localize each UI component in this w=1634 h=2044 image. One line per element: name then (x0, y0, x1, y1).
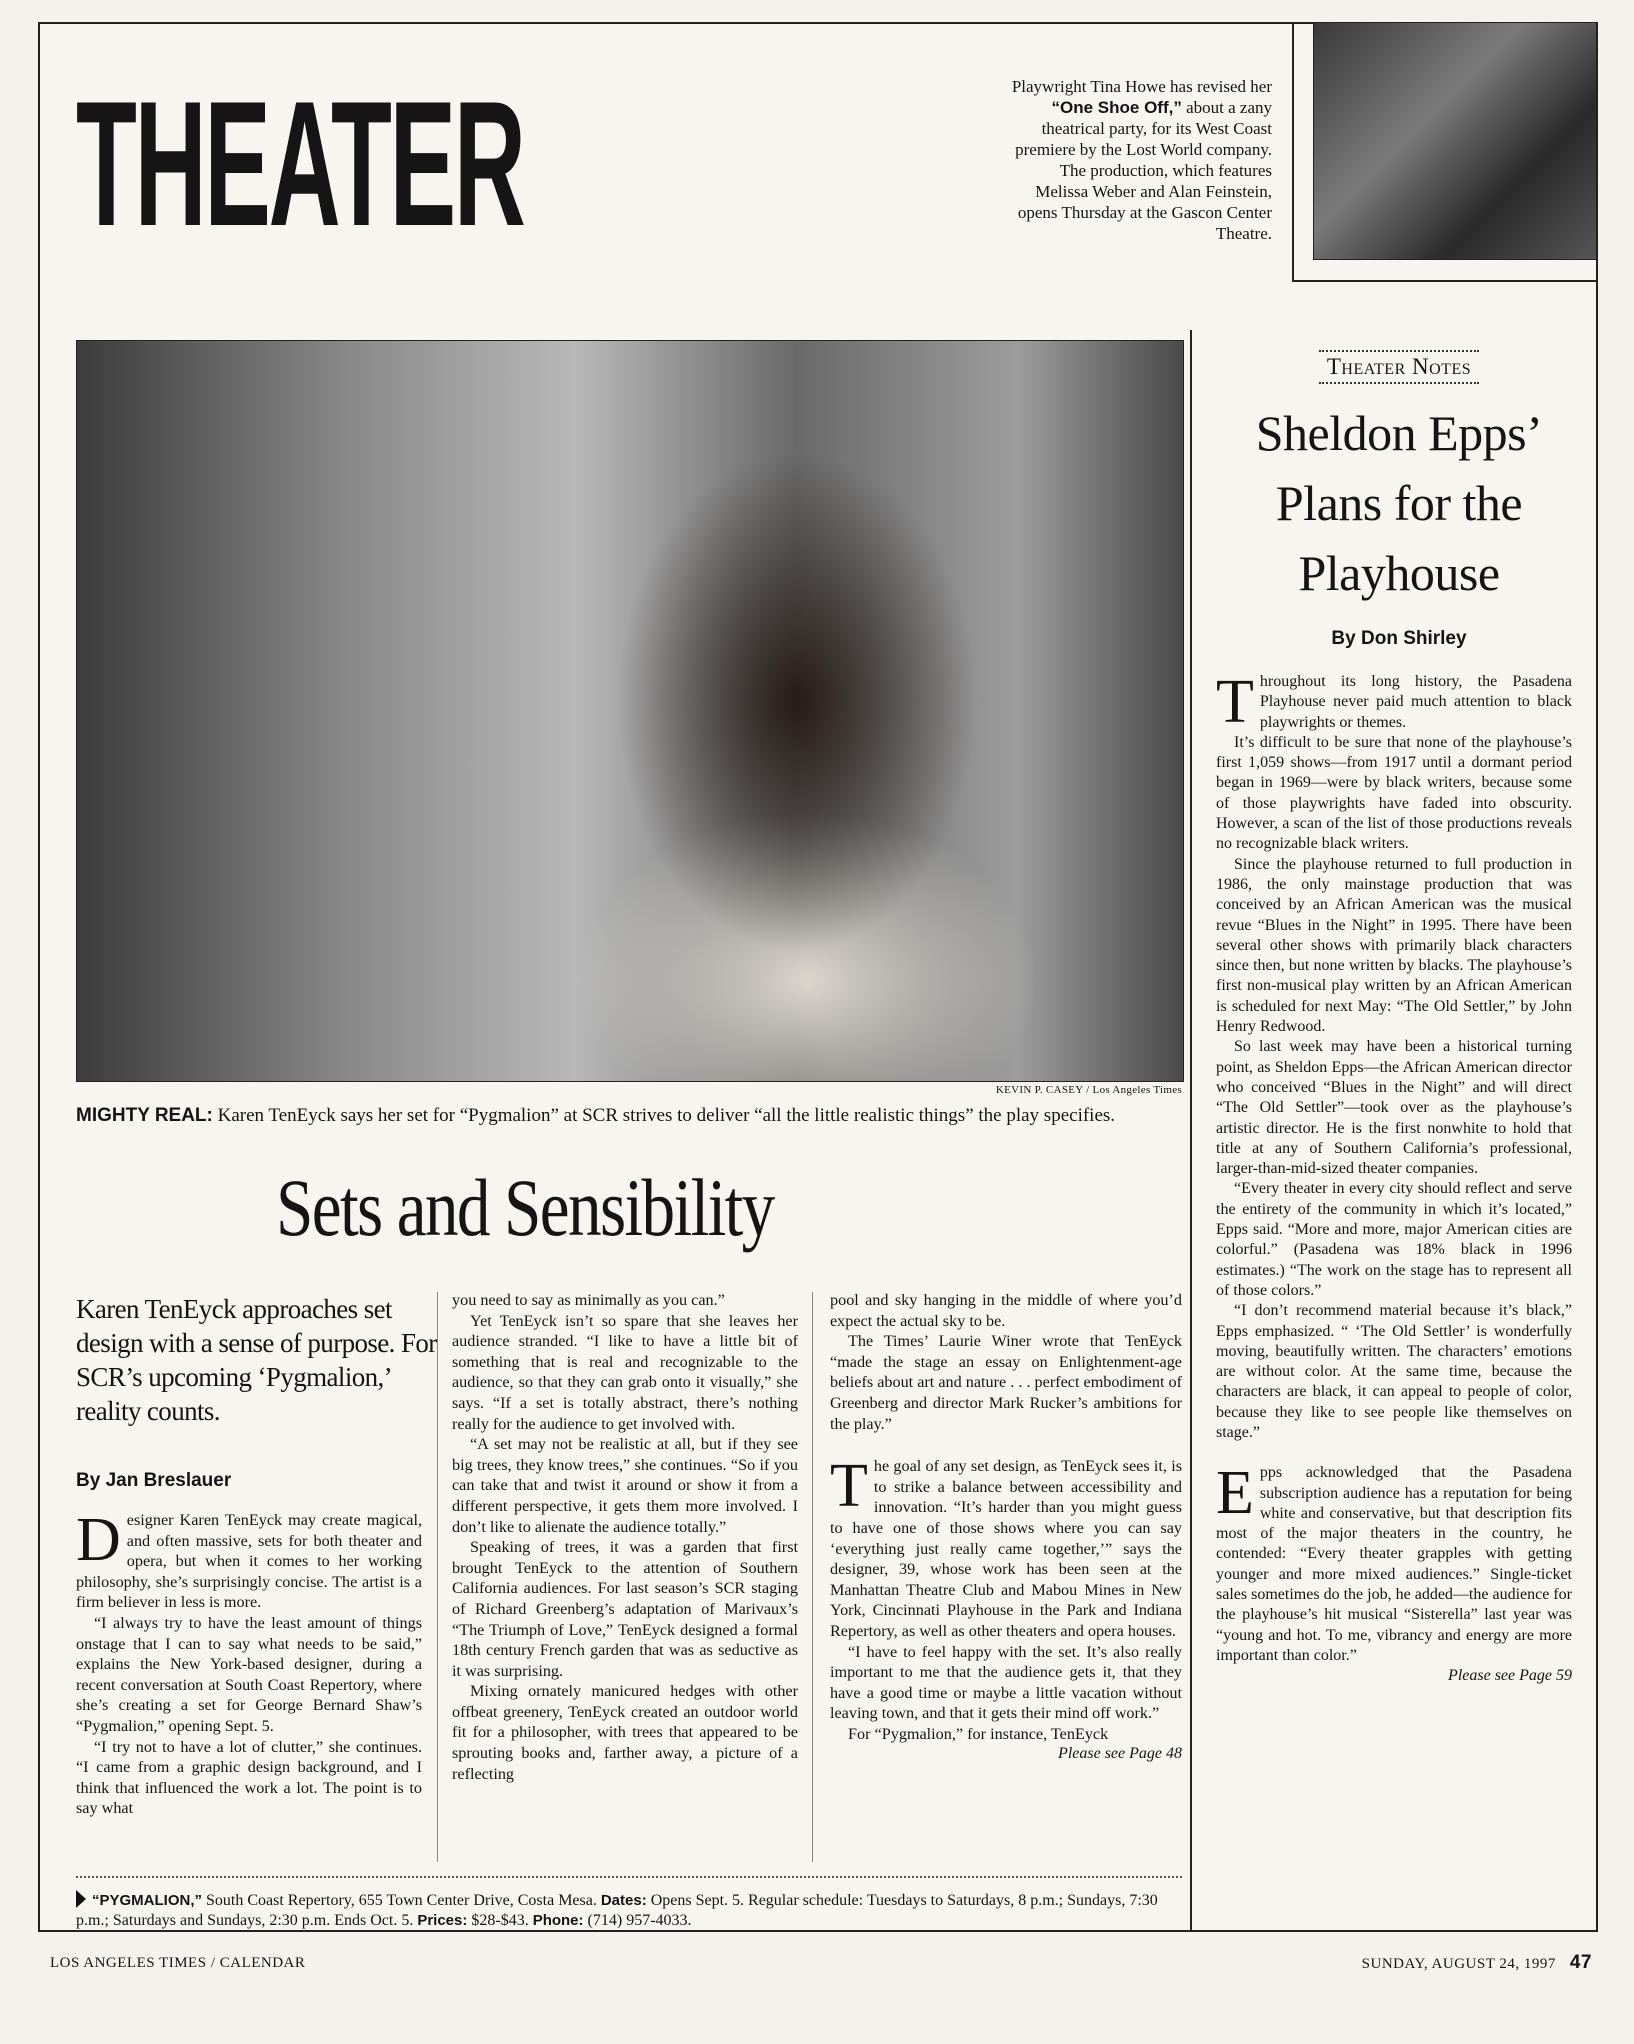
continued-line: Please see Page 48 (1058, 1745, 1182, 1763)
drop-cap: E (1216, 1459, 1254, 1528)
sidebar-label-text: Theater Notes (1319, 350, 1479, 384)
footer-date: SUNDAY, AUGUST 24, 1997 (1361, 1956, 1556, 1972)
article-paragraph: “I always try to have the least amount of things onstage that I can to say what needs to be said,” explains the New York-based designer, during a recent conversation at South Coast Repertory, where she’s creating a set for George Bernard Shaw’s “Pygmalion,” opening Sept. 5. (76, 1613, 422, 1735)
drop-cap: D (76, 1506, 121, 1574)
page-number: 47 (1569, 1952, 1592, 1973)
teaser-text-post: about a zany theatrical party, for its West Coast premiere by the Lost World company. The production, which features Melissa Weber and Alan Feinstein, opens Thursday at the Gascon Center Theatre. (1015, 98, 1272, 243)
sidebar-divider (1190, 330, 1192, 1932)
sidebar-paragraph: “I don’t recommend material because it’s black,” Epps emphasized. “ ‘The Old Settler’ is wonderfully moving, beautifully written. The characters’ emotions are without color. At the same time, because the characters are black, it can appeal to people of color, because they like to see people like themselves on stage.” (1216, 1302, 1572, 1441)
info-dates: Opens Sept. 5. Regular schedule: Tuesdays to Saturdays, 8 p.m.; Sundays, 7:30 p.m.; Saturdays and Sundays, 2:30 p.m. Ends Oct. 5. (76, 1892, 1158, 1929)
article-paragraph: Yet TenEyck isn’t so spare that she leaves her audience stranded. “I like to have a little bit of something that is real and recognizable to the audience, so that they can grab onto it visually,” she says. “If a set is totally abstract, there’s nothing really for the audience to get involved with. (452, 1311, 798, 1433)
teaser-photo (1313, 22, 1597, 260)
info-box-rule (76, 1876, 1182, 1878)
section-title: THEATER (76, 64, 524, 263)
caption-lead: MIGHTY REAL: (76, 1105, 213, 1126)
info-phone-label: Phone: (532, 1912, 584, 1929)
column-rule (812, 1292, 813, 1862)
article-paragraph: pool and sky hanging in the middle of where you’d expect the actual sky to be. (830, 1291, 1182, 1330)
arrow-icon (76, 1890, 86, 1908)
sidebar-paragraph: Epps acknowledged that the Pasadena subscription audience has a reputation for being white and conservative, but that description fits most of the major theaters in the country, he contended: “Every theater grapples with getting younger and more mixed audiences.” Single-ticket sales sometimes do the job, he added—the audience for the playhouse’s hit musical “Sisterella” last year was “young and hot. To me, vibrancy and energy are more important than color.” (1216, 1459, 1572, 1664)
main-photo (76, 340, 1184, 1082)
article-paragraph: Mixing ornately manicured hedges with other offbeat greenery, TenEyck created an outdoor world fit for a philosopher, with trees that appeared to be sprouting books and, farther away, a picture of a reflecting (452, 1682, 798, 1783)
article-paragraph: “I have to feel happy with the set. It’s also really important to me that the audience gets it, that they have a good time or maybe a little vacation without leaving town, and that it gets their mind off work.” (830, 1642, 1182, 1723)
column-rule (437, 1292, 438, 1862)
show-info-box (76, 1890, 1182, 1931)
teaser-text-pre: Playwright Tina Howe has revised her (1011, 77, 1272, 96)
sidebar-paragraph: So last week may have been a historical turning point, as Sheldon Epps—the African American director who conceived “Blues in the Night” and will direct “The Old Settler”—took over as the playhouse’s artistic director. He is the first nonwhite to hold that title at any of Southern California’s professional, larger-than-mid-sized theater companies. (1216, 1038, 1572, 1178)
sidebar-column (1216, 668, 1572, 1687)
article-column-2 (452, 1290, 798, 1784)
info-prices: $28-$43. (467, 1912, 533, 1929)
article-paragraph: “I try not to have a lot of clutter,” she continues. “I came from a graphic design background, and I think that influenced the work a lot. The point is to say what (76, 1737, 422, 1818)
teaser-show-title: “One Shoe Off,” (1051, 98, 1182, 117)
sidebar-paragraph: It’s difficult to be sure that none of the playhouse’s first 1,059 shows—from 1917 until a dormant period began in 1969—were by black writers, because some of those playwrights have faded into obscurity. However, a scan of the list of those productions reveals no recognizable black writers. (1216, 733, 1572, 853)
article-paragraph: The goal of any set design, as TenEyck sees it, is to strike a balance between accessibility and innovation. “It’s harder than you might guess to have one of those shows where you can say ‘everything just really came together,’” says the designer, 39, whose work has been seen at the Manhattan Theatre Club and Mabou Mines in New York, Cincinnati Playhouse in the Park and Indiana Repertory, as well as other theaters and opera houses. (830, 1452, 1182, 1640)
drop-cap: T (830, 1452, 868, 1521)
info-phone: (714) 957-4033. (583, 1912, 692, 1929)
article-deck: Karen TenEyck approaches set design with a sense of purpose. For SCR’s upcoming ‘Pygmalion,’ reality counts. (76, 1294, 437, 1426)
article-paragraph: “A set may not be realistic at all, but if they see big trees, they know trees,” she continues. “So if you can take that and twist it around or show it from a different perspective, it gets them more involved. I don’t like to alienate the audience totally.” (452, 1435, 798, 1536)
info-dates-label: Dates: (600, 1892, 647, 1909)
article-byline: By Jan Breslauer (76, 1470, 232, 1491)
sidebar-paragraph: Throughout its long history, the Pasadena Playhouse never paid much attention to black playwrights or themes. (1216, 668, 1572, 736)
drop-cap: T (1216, 668, 1254, 736)
footer-date-page (1320, 1952, 1592, 1974)
article-headline: Sets and Sensibility (276, 1162, 774, 1253)
sidebar-byline: By Don Shirley (1331, 628, 1467, 649)
article-paragraph: Speaking of trees, it was a garden that first brought TenEyck to the attention of Southern California audiences. For last season’s SCR staging of Richard Greenberg’s adaptation of Marivaux’s “The Triumph of Love,” TenEyck designed a formal 18th century French garden that was as seductive as it was surprising. (452, 1538, 798, 1680)
info-show-title: “PYGMALION,” (92, 1892, 203, 1909)
article-paragraph: you need to say as minimally as you can.” (452, 1291, 725, 1309)
article-column-1 (76, 1506, 422, 1819)
sidebar-paragraph: “Every theater in every city should reflect and serve the entirety of the community in which it’s located,” Epps said. “More and more, major American cities are colorful.” (Pasadena was 18% black in 1996 estimates.) “The work on the stage has to represent all of those colors.” (1216, 1180, 1572, 1299)
sidebar-headline: Sheldon Epps’ Plans for the Playhouse (1255, 405, 1543, 601)
info-venue: South Coast Repertory, 655 Town Center Drive, Costa Mesa. (202, 1892, 601, 1909)
article-paragraph: The Times’ Laurie Winer wrote that TenEyck “made the stage an essay on Enlightenment-age beliefs about art and nature . . . perfect embodiment of Greenberg and director Mark Rucker’s ambitions for the play.” (830, 1332, 1182, 1433)
info-prices-label: Prices: (417, 1912, 468, 1929)
sidebar-section-label (1200, 350, 1598, 384)
sidebar-continued-line: Please see Page 59 (1448, 1667, 1572, 1685)
article-paragraph: Designer Karen TenEyck may create magical, and often massive, sets for both theater and opera, but when it comes to her working philosophy, she’s surprisingly concise. The artist is a firm believer in less is more. (76, 1506, 422, 1612)
photo-caption (76, 1104, 1186, 1128)
footer-publication: LOS ANGELES TIMES / CALENDAR (50, 1955, 306, 1971)
article-column-3 (830, 1290, 1182, 1765)
photo-credit: KEVIN P. CASEY / Los Angeles Times (995, 1084, 1182, 1096)
sidebar-paragraph: Since the playhouse returned to full production in 1986, the only mainstage production that was conceived by an African American was the musical revue “Blues in the Night” in 1995. There have been several other shows with primarily black characters since then, but none written by blacks. The playhouse’s first non-musical play written by an African American is scheduled for next May: “The Old Settler,” by John Henry Redwood. (1216, 855, 1572, 1036)
article-paragraph: For “Pygmalion,” for instance, TenEyck (848, 1724, 1109, 1743)
caption-text: Karen TenEyck says her set for “Pygmalion” at SCR strives to deliver “all the little realistic things” the play specifies. (212, 1105, 1116, 1126)
teaser-text (1010, 76, 1272, 244)
